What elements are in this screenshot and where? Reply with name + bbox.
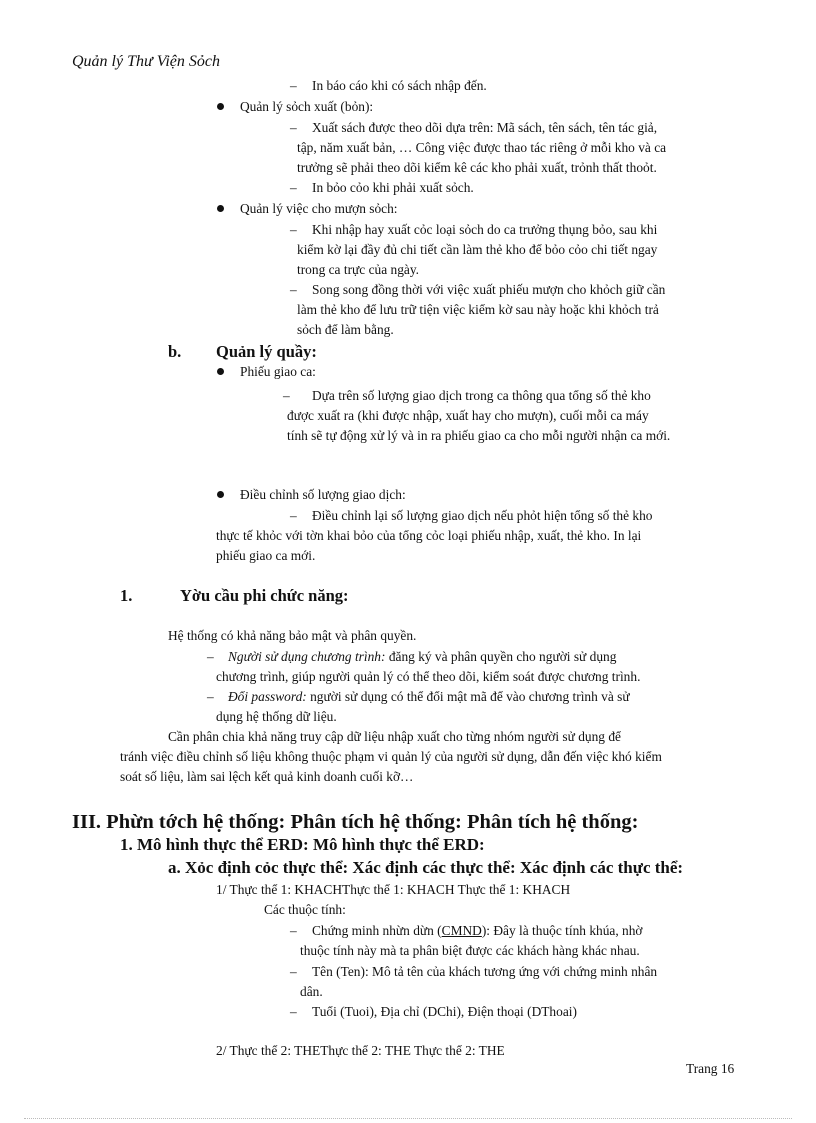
header-title: Quản lý Thư Viện Sỏch bbox=[72, 53, 220, 70]
list-item: In bỏo cỏo khi phải xuất sỏch. bbox=[312, 180, 474, 195]
dash-marker: – bbox=[290, 923, 297, 938]
text-line: tránh việc điều chỉnh số liệu không thuộc phạm vi quản lý của người sử dụng, dẫn đến việc khó kiểm bbox=[120, 749, 662, 764]
text-line: trong ca trực của ngày. bbox=[297, 262, 420, 277]
text-line: thực tế khỏc với tờn khai bỏo của tổng cỏc loại phiếu nhập, xuất, thẻ kho. In lại bbox=[216, 528, 642, 543]
text-line: dụng hệ thống dữ liệu. bbox=[216, 709, 337, 724]
section-number: 1. bbox=[120, 586, 133, 605]
text-line: Khi nhập hay xuất cỏc loại sỏch do ca trưởng thụng bỏo, sau khi bbox=[312, 222, 658, 237]
text-line: soát số liệu, làm sai lệch kết quả kinh doanh cuối kỡ… bbox=[120, 769, 414, 784]
text-line: thuộc tính này mà ta phân biệt được các khách hàng khác nhau. bbox=[300, 943, 640, 958]
text-line: làm thẻ kho để lưu trữ tiện việc kiểm kờ sau này hoặc khi khỏch trả bbox=[297, 302, 659, 317]
text-line: trưởng sẽ phải theo dõi kiểm kê các kho phải xuất, trỏnh thất thoỏt. bbox=[297, 160, 657, 175]
text-line: tính sẽ tự động xử lý và in ra phiếu giao ca cho mỗi người nhận ca mới. bbox=[287, 428, 671, 443]
attr-key: CMND bbox=[441, 923, 482, 938]
list-item bbox=[312, 921, 643, 941]
entity-title: 2/ Thực thể 2: THEThực thể 2: THE Thực thể 2: THE bbox=[216, 1043, 505, 1058]
subsection-heading: 1. Mô hình thực thể ERD: Mô hình thực thể ERD: bbox=[120, 835, 485, 854]
item-text: người sử dụng có thể đổi mật mã để vào chương trình và sử bbox=[306, 689, 630, 704]
bullet-item: Phiếu giao ca: bbox=[240, 364, 316, 379]
list-item: Tuổi (Tuoi), Địa chỉ (DChi), Điện thoại (DThoai) bbox=[312, 1004, 577, 1019]
text-line: Các thuộc tính: bbox=[264, 902, 346, 917]
text-line: kiểm kờ lại đầy đủ chi tiết cần làm thẻ kho để bỏo cỏo chi tiết ngay bbox=[297, 242, 658, 257]
text-line: sỏch để làm bằng. bbox=[297, 322, 394, 337]
bullet-icon bbox=[217, 368, 224, 375]
text-line: dân. bbox=[300, 984, 323, 999]
text-line: phiếu giao ca mới. bbox=[216, 548, 316, 563]
text-line: Dựa trên số lượng giao dịch trong ca thông qua tổng số thẻ kho bbox=[312, 388, 651, 403]
attr-text: Chứng minh nhừn dừn ( bbox=[312, 923, 442, 938]
text-line: Điều chỉnh lại số lượng giao dịch nếu phỏt hiện tổng số thẻ kho bbox=[312, 508, 653, 523]
text-line: Song song đồng thời với việc xuất phiếu mượn cho khỏch giữ cần bbox=[312, 282, 666, 297]
dash-marker: – bbox=[283, 388, 290, 403]
dash-marker: – bbox=[290, 282, 297, 297]
bullet-item: Quản lý việc cho mượn sỏch: bbox=[240, 201, 398, 216]
attr-text: ): Đây là thuộc tính khúa, nhờ bbox=[481, 923, 643, 938]
text-line: chương trình, giúp người quản lý có thể theo dõi, kiểm soát được chương trình. bbox=[216, 669, 641, 684]
section-number: b. bbox=[168, 342, 182, 361]
dash-marker: – bbox=[290, 222, 297, 237]
text-line: Cần phân chia khả năng truy cập dữ liệu nhập xuất cho từng nhóm người sử dụng để bbox=[168, 729, 621, 744]
bullet-icon bbox=[217, 491, 224, 498]
dash-marker: – bbox=[290, 180, 297, 195]
dash-marker: – bbox=[290, 1004, 297, 1019]
dash-marker: – bbox=[207, 649, 214, 664]
item-label: Đổi password: bbox=[228, 689, 307, 704]
subsection-heading: a. Xỏc định cỏc thực thể: Xác định các thực thể: Xác định các thực thể: bbox=[168, 858, 684, 877]
dash-marker: – bbox=[290, 508, 297, 523]
bullet-item: Điều chỉnh số lượng giao dịch: bbox=[240, 487, 406, 502]
dash-marker: – bbox=[290, 964, 297, 979]
bullet-item: Quản lý sỏch xuất (bỏn): bbox=[240, 99, 374, 114]
dash-marker: – bbox=[290, 120, 297, 135]
section-title: Yờu cầu phi chức năng: bbox=[180, 586, 349, 605]
item-text: đăng ký và phân quyền cho người sử dụng bbox=[385, 649, 617, 664]
list-item bbox=[228, 687, 630, 707]
section-title: Quản lý quầy: bbox=[216, 342, 317, 361]
text-line: được xuất ra (khi được nhập, xuất hay cho mượn), cuối mỗi ca máy bbox=[287, 408, 649, 423]
page-number: Trang 16 bbox=[686, 1061, 735, 1076]
bullet-icon bbox=[217, 205, 224, 212]
bullet-icon bbox=[217, 103, 224, 110]
dash-marker: – bbox=[207, 689, 214, 704]
dash-marker: – bbox=[290, 78, 297, 93]
text-line: Tên (Ten): Mô tả tên của khách tương ứng với chứng minh nhân bbox=[312, 964, 658, 979]
chapter-heading: III. Phừn tớch hệ thống: Phân tích hệ thống: Phân tích hệ thống: bbox=[72, 811, 639, 833]
text-line: Hệ thống có khả năng bảo mật và phân quyền. bbox=[168, 628, 417, 643]
entity-title: 1/ Thực thể 1: KHACHThực thể 1: KHACH Thực thể 1: KHACH bbox=[216, 882, 571, 897]
text-line: tập, năm xuất bản, … Công việc được thao tác riêng ở mỗi kho và ca bbox=[297, 140, 667, 155]
list-item: In báo cáo khi có sách nhập đến. bbox=[312, 78, 487, 93]
list-item bbox=[228, 647, 616, 667]
text-line: Xuất sách được theo dõi dựa trên: Mã sách, tên sách, tên tác giả, bbox=[312, 120, 658, 135]
page-divider bbox=[24, 1118, 792, 1119]
item-label: Người sử dụng chương trình: bbox=[228, 649, 386, 664]
